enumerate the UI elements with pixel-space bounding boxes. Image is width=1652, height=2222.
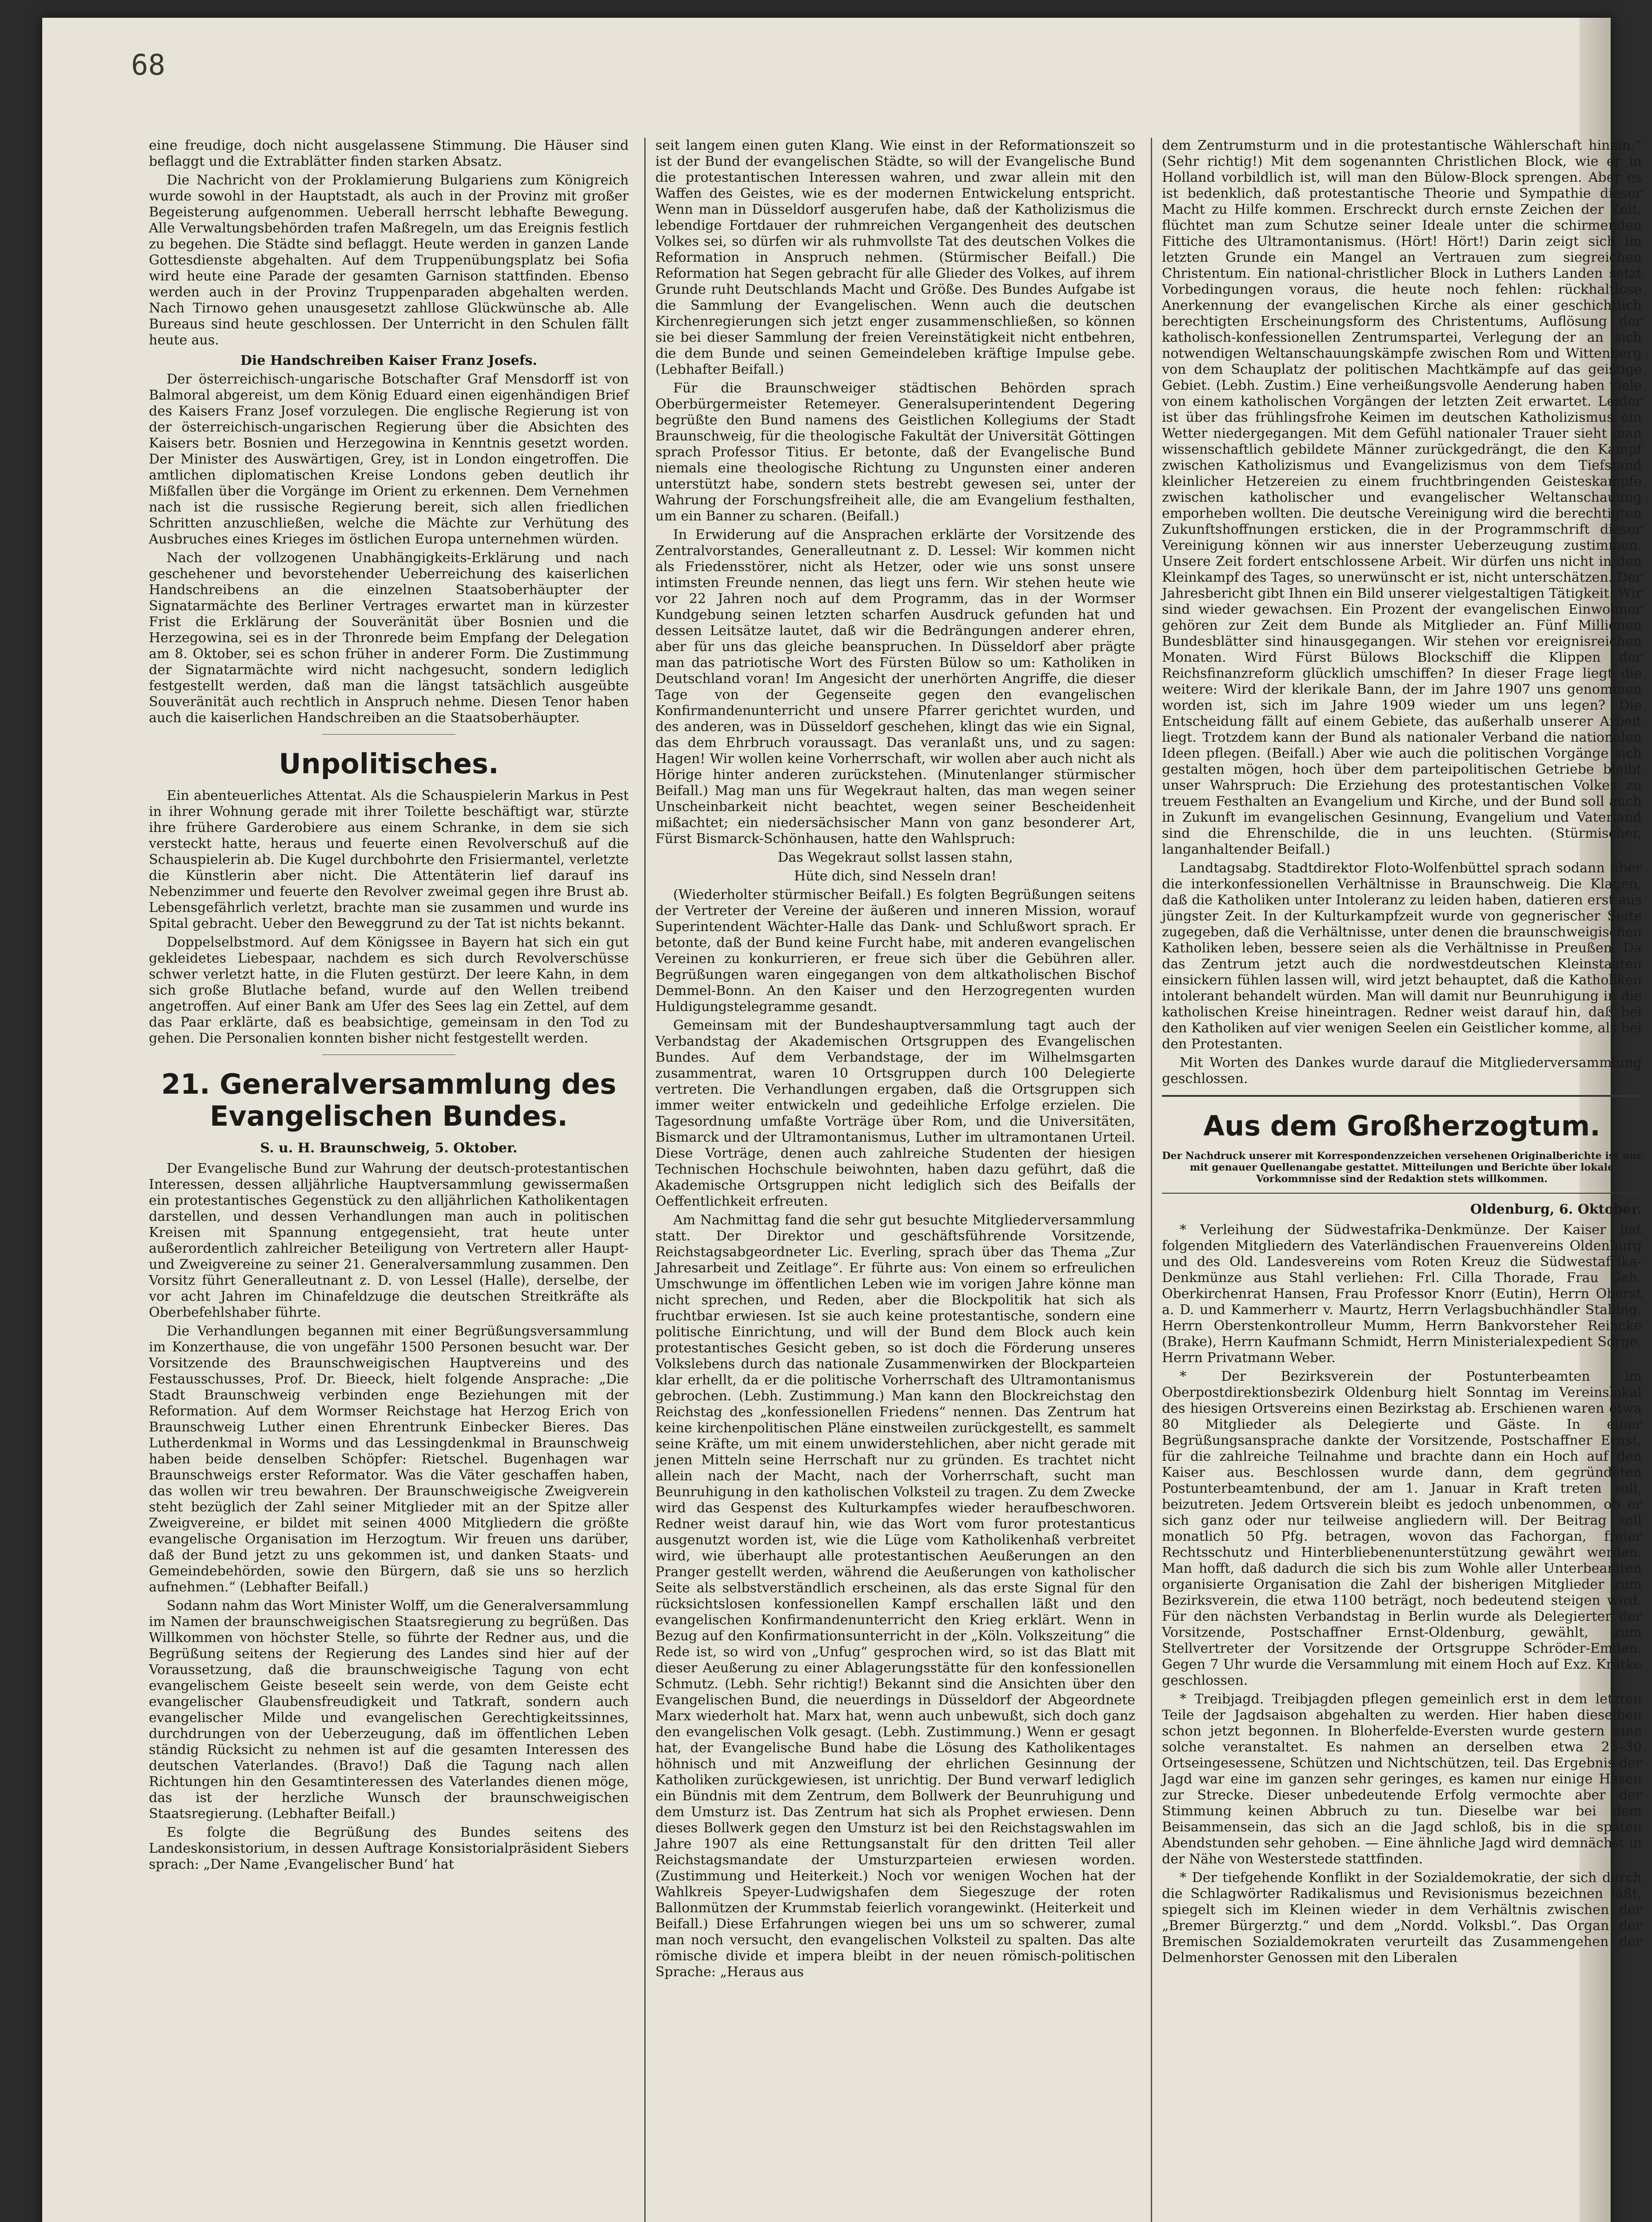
- column-2: [655, 138, 1135, 2222]
- paragraph: * Verleihung der Südwestafrika-Denkmünze. Der Kaiser hat folgenden Mitgliedern des Vaterländischen Frauenvereins Oldenburg und des Old. Landesvereins vom Roten Kreuz die Südwestafrika-Denkmünze aus Stahl verliehen: Frl. Cilla Thorade, Frau Geh. Oberkirchenrat Hansen, Frau Professor Knorr (Eutin), Herrn Oberst a. D. und Kammerherr v. Maurtz, Herrn Verlagsbuchhändler Stalling, Herrn Oberstenkontrolleur Mumm, Herrn Bankvorsteher Reincke (Brake), Herrn Kaufmann Schmidt, Herrn Ministerialexpedient Sorge, Herrn Privatmann Weber.: [1162, 1222, 1642, 1366]
- paragraph: * Treibjagd. Treibjagden pflegen gemeinlich erst in dem letzten Teile der Jagdsaison abgehalten zu werden. Hier haben dieselben schon jetzt begonnen. In Bloherfelde-Eversten wurde gestern eine solche veranstaltet. Es nahmen an derselben etwa 25–30 Ortseingesessene, Schützen und Nichtschützen, teil. Das Ergebnis der Jagd war eine im ganzen sehr geringes, es kamen nur einige Hasen zur Strecke. Dieser unbedeutende Erfolg vermochte aber der Stimmung keinen Abbruch zu tun. Dieselbe war bei dem Beisammensein, das sich an die Jagd schloß, bis in die späten Abendstunden sehr gehoben. — Eine ähnliche Jagd wird demnächst in der Nähe von Westerstede stattfinden.: [1162, 1691, 1642, 1867]
- paragraph: Am Nachmittag fand die sehr gut besuchte Mitgliederversammlung statt. Der Direktor und geschäftsführende Vorsitzende, Reichstagsabgeordneter Lic. Everling, sprach über das Thema „Zur Jahresarbeit und Zeitlage“. Er führte aus: Von einem so erfreulichen Umschwunge im öffentlichen Leben wie im vorigen Jahre könne man nicht sprechen, und Reden, aber die Blockpolitik hat sich als fruchtbar erwiesen. Ist sie auch keine protestantische, sondern eine politische Einrichtung, und will der Bund dem Block auch kein protestantisches Gesicht geben, so ist doch die Förderung unseres Volkslebens durch das nationale Zusammenwirken der Blockparteien klar erhellt, da er die politische Vorherrschaft des Ultramontanismus gebrochen. (Lebh. Zustimmung.) Man kann den Blockreichstag den Reichstag des „konfessionellen Friedens“ nennen. Das Zentrum hat keine kirchenpolitischen Pläne einstweilen zurückgestellt, es sammelt seine Kräfte, um mit einem unwiderstehlichen, aber nicht gerade mit jenen Mitteln seine Herrschaft nur zu gründen. Es trachtet nicht allein nach der Macht, nach der Vorherrschaft, sucht man Beunruhigung in den katholischen Volksteil zu tragen. Zu dem Zwecke wird das Gespenst des Kulturkampfes wieder heraufbeschworen. Redner weist darauf hin, wie das Wort vom furor protestanticus ausgenutzt worden ist, wie die Lüge vom Katholikenhaß verbreitet wird, wie überhaupt alle protestantischen Aeußerungen an den Pranger gestellt werden, während die Aeußerungen von katholischer Seite als selbstverständlich erscheinen, als das erste Signal für den rücksichtslosen konfessionellen Kampf erschallen läßt und den evangelischen Konfirmandenunterricht den Krieg erklärt. Wenn in Bezug auf den Konfirmationsunterricht in der „Köln. Volkszeitung“ die Rede ist, so wird von „Unfug“ gesprochen wird, so ist das Blatt mit dieser Aeußerung zu einer Ablagerungsstätte für den konfessionellen Schmutz. (Lebh. Sehr richtig!) Bekannt sind die Ansichten über den Evangelischen Bund, die neuerdings in Düsseldorf der Abgeordnete Marx wiederholt hat. Marx hat, wenn auch unbewußt, sich doch ganz den evangelischen Volk gesagt. (Lebh. Zustimmung.) Wenn er gesagt hat, der Evangelische Bund habe die Lösung des Katholikentages höhnisch und mit Anzweiflung der ehrlichen Gesinnung der Katholiken zurückgewiesen, ist unrichtig. Der Bund verwarf lediglich ein Bündnis mit dem Zentrum, dem Bollwerk der Beunruhigung und dem Umsturz ist. Das Zentrum hat sich als Prophet erwiesen. Denn dieses Bollwerk gegen den Umsturz ist bei den Reichstagswahlen im Jahre 1907 als eine Rettungsanstalt für den dritten Teil aller Reichstagsmandate der Umsturzparteien erwiesen worden. (Zustimmung und Heiterkeit.) Noch vor wenigen Wochen hat der Wahlkreis Speyer-Ludwigshafen dem Siegeszuge der roten Ballonmützen der Krummstab feierlich vorangewinkt. (Heiterkeit und Beifall.) Diese Erfahrungen wiegen bei uns um so schwerer, zumal man noch versucht, den evangelischen Volksteil zu spalten. Das alte römische divide et impera bleibt in der neuen römisch-politischen Sprache: „Heraus aus: [655, 1212, 1135, 1980]
- paragraph: Mit Worten des Dankes wurde darauf die Mitgliederversammlung geschlossen.: [1162, 1055, 1642, 1087]
- column-3: [1162, 138, 1642, 2222]
- paragraph: (Wiederholter stürmischer Beifall.) Es folgten Begrüßungen seitens der Vertreter der Vereine der äußeren und inneren Mission, worauf Superintendent Wächter-Halle das Dank- und Schlußwort sprach. Er betonte, daß der Bund keine Furcht habe, mit anderen evangelischen Vereinen zu konkurrieren, er freue sich über die Gebühren aller. Begrüßungen waren eingegangen von dem altkatholischen Bischof Demmel-Bonn. An den Kaiser und den Herzogregenten wurden Huldigungstelegramme gesandt.: [655, 887, 1135, 1015]
- paragraph: Sodann nahm das Wort Minister Wolff, um die Generalversammlung im Namen der braunschweigischen Staatsregierung zu begrüßen. Das Willkommen von höchster Stelle, so führte der Redner aus, und die Begrüßung seitens der Regierung des Landes sind hier auf der Voraussetzung, daß die braunschweigische Tagung von echt evangelischem Geiste beseelt sein werde, von dem Geiste echt evangelischer Glaubensfreudigkeit und Tatkraft, sondern auch evangelischer Milde und evangelischen Gerechtigkeitssinnes, durchdrungen von der Ueberzeugung, daß im öffentlichen Leben ständig Rücksicht zu nehmen ist auf die gesamten Interessen des deutschen Vaterlandes. (Bravo!) Daß die Tagung nach allen Richtungen hin den Gesamtinteressen des Vaterlandes dienen möge, das ist der herzliche Wunsch der braunschweigischen Staatsregierung. (Lebhafter Beifall.): [149, 1598, 629, 1822]
- dateline: Oldenburg, 6. Oktober.: [1470, 1202, 1642, 1217]
- paragraph: Doppelselbstmord. Auf dem Königssee in Bayern hat sich ein gut gekleidetes Liebespaar, nachdem es sich durch Revolverschüsse schwer verletzt hatte, in die Fluten gestürzt. Der leere Kahn, in dem sich große Blutlache befand, wurde auf den Wellen treibend angetroffen. Auf einer Bank am Ufer des Sees lag ein Zettel, auf dem das Paar erklärte, daß es beabsichtige, gemeinsam in den Tod zu gehen. Die Personalien konnten bisher nicht festgestellt werden.: [149, 935, 629, 1046]
- section-rule: [1162, 1095, 1642, 1097]
- paragraph: * Der Bezirksverein der Postunterbeamten im Oberpostdirektionsbezirk Oldenburg hielt Sonntag im Vereinslokal des hiesigen Ortsvereins einen Bezirkstag ab. Erschienen waren etwa 80 Mitglieder als Delegierte und Gäste. In einer Begrüßungsansprache dankte der Vorsitzende, Postschaffner Ernst, für die zahlreiche Teilnahme und brachte dann ein Hoch auf den Kaiser aus. Beschlossen wurde dann, dem gegründeten Postunterbeamtenbund, der am 1. Januar in Kraft treten soll, beizutreten. Jedem Ortsverein bleibt es jedoch unbenommen, ob er sich ganz oder nur teilweise angliedern will. Der Beitrag soll monatlich 50 Pfg. betragen, wovon das Fachorgan, freier Rechtsschutz und Hinterbliebenenunterstützung gewährt werden. Man hofft, daß dadurch die sich bis zum Wohle aller Unterbeamten organisierte Organisation die Zahl der bisherigen Mitglieder zum Bezirksverein, die etwa 1100 beträgt, noch bedeutend steigen wird. Für den nächsten Verbandstag in Berlin wurde als Delegierter der Vorsitzende, Postschaffner Ernst-Oldenburg, gewählt, zum Stellvertreter der Vorsitzende der Ortsgruppe Schröder-Emden. Gegen 7 Uhr wurde die Versammlung mit einem Hoch auf Exz. Krätke geschlossen.: [1162, 1369, 1642, 1688]
- dateline: S. u. H. Braunschweig, 5. Oktober.: [260, 1140, 518, 1156]
- paragraph: Landtagsabg. Stadtdirektor Floto-Wolfenbüttel sprach sodann über die interkonfessionellen Verhältnisse in Braunschweig. Die Klagen, daß die Katholiken unter Intoleranz zu leiden haben, datieren erst aus jüngster Zeit. In der Kulturkampfzeit wurde von gegnerischer Seite zugegeben, daß die Verhältnisse, unter denen die braunschweigischen Katholiken leben, bessere seien als die Verhältnisse in Preußen. Da das Zentrum jetzt auch die nordwestdeutschen Kleinstaaten einsickern fühlen lassen will, wird jetzt behauptet, daß die Katholiken intolerant behandelt würden. Man will damit nur Beunruhigung in die katholischen Kreise hineintragen. Redner weist darauf hin, daß bei den Katholiken auf vier wenigen Seelen ein Geistlicher komme, als bei den Protestanten.: [1162, 860, 1642, 1052]
- page-number: 68: [131, 49, 166, 82]
- section-rule: [1162, 1193, 1642, 1194]
- column-rule: [644, 138, 646, 2222]
- paragraph: Die Verhandlungen begannen mit einer Begrüßungsversammlung im Konzerthause, die von ungefähr 1500 Personen besucht war. Der Vorsitzende des Braunschweigischen Hauptvereins und des Festausschusses, Prof. Dr. Bieeck, hielt folgende Ansprache: „Die Stadt Braunschweig verbinden enge Beziehungen mit der Reformation. Auf dem Wormser Reichstage hat Herzog Erich von Braunschweig Luther einen Ehrentrunk Einbecker Bieres. Das Lutherdenkmal in Worms und das Lessingdenkmal in Braunschweig haben beide denselben Schöpfer: Rietschel. Bugenhagen war Braunschweigs erster Reformator. Was die Väter geschaffen haben, das wollen wir treu bewahren. Der Braunschweigische Zweigverein steht bezüglich der Zahl seiner Mitglieder mit an der Spitze aller Zweigvereine, er bildet mit seinen 4000 Mitgliedern die größte evangelische Organisation im Herzogtum. Wir freuen uns darüber, daß der Bund jetzt zu uns gekommen ist, und danken Staats- und Gemeindebehörden, sowie den Bürgern, daß sie uns so herzlich aufnehmen.“ (Lebhafter Beifall.): [149, 1323, 629, 1595]
- paragraph: Ein abenteuerliches Attentat. Als die Schauspielerin Markus in Pest in ihrer Wohnung gerade mit ihrer Toilette beschäftigt war, stürzte ihre frühere Garderobiere aus einem Schranke, in dem sie sich versteckt hatte, heraus und feuerte einen Revolverschuß auf die Schauspielerin ab. Die Kugel durchbohrte den Frisiermantel, verletzte die Künstlerin aber nicht. Die Attentäterin lief darauf ins Nebenzimmer und feuerte den Revolver zweimal gegen ihre Brust ab. Lebensgefährlich verletzt, brachte man sie zusammen und wurde ins Spital gebracht. Ueber den Beweggrund zu der Tat ist nichts bekannt.: [149, 788, 629, 931]
- column-rule: [1151, 138, 1152, 2222]
- paragraph: Der österreichisch-ungarische Botschafter Graf Mensdorff ist von Balmoral abgereist, um dem König Eduard einen eigenhändigen Brief des Kaisers Franz Josef vorzulegen. Die englische Regierung ist von der österreichisch-ungarischen Regierung über die Absichten des Kaisers betr. Bosnien und Herzegowina in Kenntnis gesetzt worden. Der Minister des Auswärtigen, Grey, ist in London eingetroffen. Die amtlichen diplomatischen Kreise Londons geben deutlich ihr Mißfallen über die Vorgänge im Orient zu erkennen. Dem Vernehmen nach ist die russische Regierung bereit, sich allen friedlichen Schritten anzuschließen, welche die Mächte zur Verhütung des Ausbruches eines Krieges im östlichen Europa unternehmen würden.: [149, 372, 629, 547]
- article-heading: 21. Generalversammlung des Evangelischen Bundes.: [161, 1068, 617, 1132]
- section-heading: Aus dem Großherzogtum.: [1203, 1110, 1600, 1142]
- reprint-notice: Der Nachdruck unserer mit Korrespondenzzeichen versehenen Originalberichte ist nur mit genauer Quellenangabe gestattet. Mitteilungen und Berichte über lokale Vorkommnisse sind der Redaktion stets willkommen.: [1162, 1150, 1642, 1185]
- separator: [322, 734, 455, 735]
- paragraph: eine freudige, doch nicht ausgelassene Stimmung. Die Häuser sind beflaggt und die Extrablätter finden starken Absatz.: [149, 138, 629, 169]
- verse-line: Das Wegekraut sollst lassen stahn,: [778, 850, 1013, 865]
- paragraph: In Erwiderung auf die Ansprachen erklärte der Vorsitzende des Zentralvorstandes, Generalleutnant z. D. Lessel: Wir kommen nicht als Friedensstörer, nicht als Hetzer, oder wie uns sonst unsere intimsten Freunde nennen, das liegt uns fern. Wir stehen heute wie vor 22 Jahren noch auf dem Programm, das in der Wormser Kundgebung seinen letzten scharfen Ausdruck gefunden hat und dessen Leitsätze lautet, daß wir die Bedrängungen anderer ehren, aber für uns das gleiche beanspruchen. In Düsseldorf aber prägte man das patriotische Wort des Fürsten Bülow so um: Katholiken in Deutschland voran! Im Angesicht der unerhörten Angriffe, die dieser Tage von der Gegenseite gegen den evangelischen Konfirmandenunterricht und unsere Pfarrer gerichtet wurden, und des anderen, was in Düsseldorf geschehen, klingt das wie ein Signal, das dem Ehrbruch voraussagt. Das veranlaßt uns, und zu sagen: Hagen! Wir wollen keine Vorherrschaft, wir wollen aber auch nicht als Hörige hinter anderen zurückstehen. (Minutenlanger stürmischer Beifall.) Mag man uns für Wegekraut halten, das man wegen seiner Unscheinbarkeit nicht beachtet, wegen seiner Bescheidenheit mißachtet; ein niedersächsischer Mann von ganz besonderer Art, Fürst Bismarck-Schönhausen, hatte den Wahlspruch:: [655, 527, 1135, 847]
- paragraph: Der Evangelische Bund zur Wahrung der deutsch-protestantischen Interessen, dessen alljährliche Hauptversammlung gewissermaßen ein protestantisches Gegenstück zu den alljährlichen Katholikentagen darstellen, und dessen Verhandlungen man auch in politischen Kreisen mit Spannung entgegensieht, trat heute unter außerordentlich zahlreicher Beteiligung von Vertretern aller Haupt- und Zweigvereine zu seiner 21. Generalversammlung zusammen. Den Vorsitz führt Generalleutnant z. D. von Lessel (Halle), derselbe, der vor acht Jahren im Chinafeldzuge die deutschen Streitkräfte als Oberbefehlshaber führte.: [149, 1161, 629, 1320]
- verse-line: Hüte dich, sind Nesseln dran!: [794, 868, 997, 884]
- column-1: [149, 138, 629, 2222]
- paragraph: Es folgte die Begrüßung des Bundes seitens des Landeskonsistorium, in dessen Auftrage Konsistorialpräsident Siebers sprach: „Der Name ‚Evangelischer Bund‘ hat: [149, 1825, 629, 1872]
- paragraph: * Der tiefgehende Konflikt in der Sozialdemokratie, der sich durch die Schlagwörter Radikalismus und Revisionismus bezeichnen läßt, spiegelt sich im Kleinen wieder in dem Verhältnis zwischen der „Bremer Bürgerztg.“ und dem „Nordd. Volksbl.“. Das Organ der Bremischen Sozialdemokraten verurteilt das Zusammengehen der Delmenhorster Genossen mit den Liberalen: [1162, 1870, 1642, 1966]
- paragraph: Die Nachricht von der Proklamierung Bulgariens zum Königreich wurde sowohl in der Hauptstadt, als auch in der Provinz mit großer Begeisterung aufgenommen. Ueberall herrscht lebhafte Bewegung. Alle Verwaltungsbehörden trafen Maßregeln, um das Ereignis festlich zu begehen. Die Städte sind beflaggt. Heute werden in ganzen Lande Gottesdienste abgehalten. Auf dem Truppenübungsplatz bei Sofia wird heute eine Parade der gesamten Garnison stattfinden. Ebenso werden auch in der Provinz Truppenparaden abgehalten werden. Nach Tirnowo gehen unausgesetzt zahllose Glückwünsche ab. Alle Bureaus sind heute geschlossen. Der Unterricht in den Schulen fällt heute aus.: [149, 172, 629, 348]
- paragraph: Für die Braunschweiger städtischen Behörden sprach Oberbürgermeister Retemeyer. Generalsuperintendent Degering begrüßte den Bund namens des Geistlichen Kollegiums der Stadt Braunschweig, für die theologische Fakultät der Universität Göttingen sprach Professor Titius. Er betonte, daß der Evangelische Bund niemals eine theologische Richtung zu Ungunsten einer anderen unterstützt habe, sondern stets bestrebt gewesen sei, unter der Wahrung der Forschungsfreiheit alle, die am Evangelium festhalten, um ein Banner zu scharen. (Beifall.): [655, 380, 1135, 524]
- article-subheading: Die Handschreiben Kaiser Franz Josefs.: [240, 353, 537, 368]
- section-heading: Unpolitisches.: [279, 747, 499, 780]
- paragraph: seit langem einen guten Klang. Wie einst in der Reformationszeit so ist der Bund der evangelischen Städte, so will der Evangelische Bund die protestantischen Interessen wahren, und zwar allein mit den Waffen des Geistes, wie es der modernen Entwickelung entspricht. Wenn man in Düsseldorf ausgerufen habe, daß der Katholizismus die lebendige Fortdauer der ruhmreichen Vergangenheit des deutschen Volkes sei, so dürfen wir als ruhmvollste Tat des deutschen Volkes die Reformation in Anspruch nehmen. (Stürmischer Beifall.) Die Reformation hat Segen gebracht für alle Glieder des Volkes, auf ihrem Grunde ruht Deutschlands Macht und Größe. Des Bundes Aufgabe ist die Sammlung der Evangelischen. Wenn auch die deutschen Kirchenregierungen sich jetzt enger zusammenschließen, so können sie bei dieser Sammlung der freien Vereinstätigkeit nicht entbehren, die dem Bunde und seinen Gemeindeleben kräftige Impulse gebe. (Lebhafter Beifall.): [655, 138, 1135, 377]
- paragraph: dem Zentrumsturm und in die protestantische Wählerschaft hinein.“ (Sehr richtig!) Mit dem sogenannten Christlichen Block, wie er in Holland vorbildlich ist, will man den Bülow-Block sprengen. Aber es ist bedenklich, daß protestantische Theorie und Sympathie dieser Macht zu Hilfe kommen. Erschreckt durch ernste Zeichen der Zeit, flüchtet man zum Schutze seiner Ideale unter die schirmenden Fittiche des Ultramontanismus. (Hört! Hört!) Darin zeigt sich im letzten Grunde ein Mangel an Vertrauen zum siegreichen Christentum. Ein national-christlicher Block in Luthers Landen setzt Vorbedingungen voraus, die heute noch fehlen: rückhaltlose Anerkennung der evangelischen Kirche als einer geschichtlich berechtigten Erscheinungsform des Christentums, Auflösung der katholisch-konfessionellen Zentrumspartei, Verlegung der an sich notwendigen Weltanschauungskämpfe zwischen Rom und Wittenberg von dem Schauplatz der politischen Machtkämpfe auf das geistige Gebiet. (Lebh. Zustim.) Eine verheißungsvolle Aenderung haben viele von einem katholischen Vorgängen der letzten Zeit erwartet. Leider ist über das frühlingsfrohe Keimen im deutschen Katholizismus ein Wetter niedergegangen. Mit dem Gefühl nationaler Trauer sieht man wissenschaftlich gebildete Männer zurückgedrängt, die den Kampf zwischen Katholizismus und Evangelizismus von dem Tiefstand kleinlicher Hetzereien zu einem fruchtbringenden Geisteskampfe zwischen katholischer und evangelischer Weltanschauung emporheben wollten. Die deutsche Vereinigung wird die berechtigten Zukunftshoffnungen ersticken, die in der Programmschrift dieser Vereinigung können wir aus innerster Ueberzeugung zustimmen. Unsere Zeit fordert entschlossene Arbeit. Wir dürfen uns nicht in den Kleinkampf des Tages, so unerwünscht er ist, nicht unterschätzen. Der Jahresbericht gibt Ihnen ein Bild unserer vielgestaltigen Tätigkeit. Wir sind wieder gewachsen. Ein Prozent der evangelischen Einwohner gehören zur Zeit dem Bunde als Mitglieder an. Fünf Millionen Bundesblätter sind hinausgegangen. Wir stehen vor ereignisreichen Monaten. Wird Fürst Bülows Blockschiff die Klippen der Reichsfinanzreform glücklich umschiffen? In dieser Frage liegt die weitere: Wird der klerikale Bann, der im Jahre 1907 uns genommen worden ist, sich im Jahre 1909 wieder um uns legen? Die Entscheidung fällt auf einem Gebiete, das außerhalb unserer Arbeit liegt. Trotzdem kann der Bund als nationaler Verband die nationalen Ideen pflegen. (Beifall.) Aber wie auch die politischen Vorgänge sich gestalten mögen, hoch über dem parteipolitischen Getriebe bleibt unser Wahrspruch: Die Erziehung des protestantischen Volkes zu treuem Festhalten an Evangelium und Kirche, und der Bund soll auch in Zukunft im evangelischen Gesinnung, Evangelium und Vaterland sind die Ehrenschilde, die in uns leuchten. (Stürmischer, langanhaltender Beifall.): [1162, 138, 1642, 857]
- paragraph: Gemeinsam mit der Bundeshauptversammlung tagt auch der Verbandstag der Akademischen Ortsgruppen des Evangelischen Bundes. Auf dem Verbandstage, der im Wilhelmsgarten zusammentrat, waren 10 Ortsgruppen durch 100 Delegierte vertreten. Die Verhandlungen ergaben, daß die Ortsgruppen sich immer weiter entwickeln und gedeihliche Erfolge erzielen. Die Tagesordnung umfaßte Vorträge über Rom, und die Universitäten, Bismarck und der Ultramontanismus, Luther im ultramontanen Urteil. Diese Vorträge, denen auch zahlreiche Studenten der hiesigen Technischen Hochschule beiwohnten, haben dazu geführt, daß die Akademische Ortsgruppen nicht lediglich sich des Beifalls der Oeffentlichkeit erfreuten.: [655, 1018, 1135, 1209]
- paragraph: Nach der vollzogenen Unabhängigkeits-Erklärung und nach geschehener und bevorstehender Ueberreichung des kaiserlichen Handschreibens an die einzelnen Staatsoberhäupter der Signatarmächte des Berliner Vertrages erwartet man in kürzester Frist die Erklärung der Souveränität über Bosnien und die Herzegowina, sei es in der Thronrede beim Empfang der Delegation am 8. Oktober, sei es schon früher in anderer Form. Die Zustimmung der Signatarmächte wird nicht nachgesucht, sondern lediglich festgestellt werden, daß man die längst tatsächlich ausgeübte Souveränität auch rechtlich in Anspruch nehme. Diesen Tenor haben auch die kaiserlichen Handschreiben an die Staatsoberhäupter.: [149, 550, 629, 726]
- newspaper-page: [42, 18, 1642, 2222]
